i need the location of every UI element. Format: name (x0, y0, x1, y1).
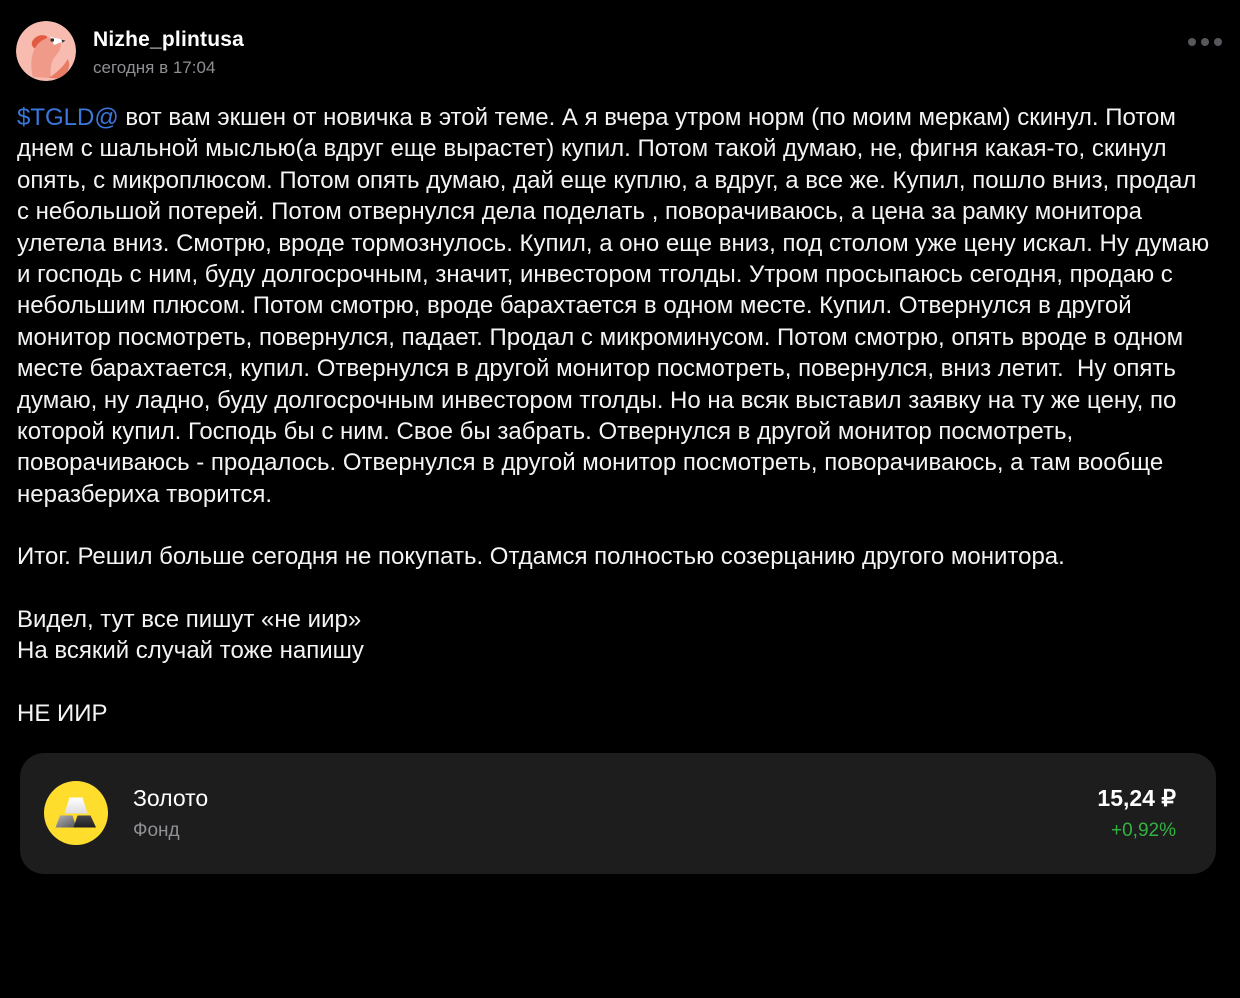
instrument-title: Золото (133, 784, 209, 811)
post-paragraph-disclaimer: НЕ ИИР (17, 699, 108, 727)
post-text: вот вам экшен от новичка в этой теме. А я вчера утром норм (по моим меркам) скинул. Потом днем с шальной мыслью(а вдруг еще вырастет) купил. Потом такой думаю, не, фигня какая-то, скинул опять, с микроплюсом. Потом опять думаю, дай еще куплю, а вдруг, а все же. Купил, пошло вниз, продал с небольшой потерей. Потом отвернулся дела поделать , поворачиваюсь, а цена за рамку монитора улетела вниз. Смотрю, вроде тормознулось. Купил, а оно еще вниз, под столом уже цену искал. Ну думаю и господь с ним, буду долгосрочным, значит, инвестором тголды. Утром просыпаюсь сегодня, продаю с небольшим плюсом. Потом смотрю, вроде барахтается в одном месте. Купил. Отвернулся в другой монитор посмотреть, повернулся, падает. Продал с микроминусом. Потом смотрю, опять вроде в одном месте барахтается, купил. Отвернулся в другой монитор посмотреть, повернулся, вниз летит. Ну опять думаю, ну ладно, буду долгосрочным инвестором тголды. Но на всяк выставил заявку на ту же цену, по которой купил. Господь бы с ним. Свое бы забрать. Отвернулся в другой монитор посмотреть, поворачиваюсь - продалось. Отвернулся в другой монитор посмотреть, поворачиваюсь, а там вообще неразбериха творится. (17, 104, 1216, 508)
instrument-card[interactable] (20, 753, 1216, 874)
post-body (0, 102, 1240, 729)
ellipsis-icon (1201, 38, 1209, 46)
more-options-button[interactable] (1178, 34, 1232, 50)
gold-bars-icon (44, 781, 108, 845)
post-paragraph-note (17, 604, 1214, 667)
timestamp: сегодня в 17:04 (93, 58, 216, 77)
username[interactable]: Nizhe_plintusa (93, 28, 244, 51)
instrument-subtitle: Фонд (133, 819, 180, 841)
avatar[interactable] (16, 21, 76, 81)
post-paragraph-main (17, 102, 1214, 510)
post-paragraph-summary: Итог. Решил больше сегодня не покупать. Отдамся полностью созерцанию другого монитора. (17, 543, 1065, 571)
instrument-change: +0,92% (1111, 819, 1176, 841)
post-header (0, 0, 1240, 81)
ticker-link[interactable]: $TGLD@ (17, 104, 119, 131)
note-line-1: Видел, тут все пишут «не иир» (17, 605, 362, 633)
note-line-2: На всякий случай тоже напишу (17, 637, 364, 665)
ellipsis-icon (1214, 38, 1222, 46)
instrument-price: 15,24 ₽ (1097, 784, 1176, 811)
ellipsis-icon (1188, 38, 1196, 46)
header-info (93, 21, 244, 78)
instrument-info (133, 785, 208, 842)
flamingo-avatar-icon (16, 21, 76, 81)
instrument-price-block (1097, 785, 1176, 842)
